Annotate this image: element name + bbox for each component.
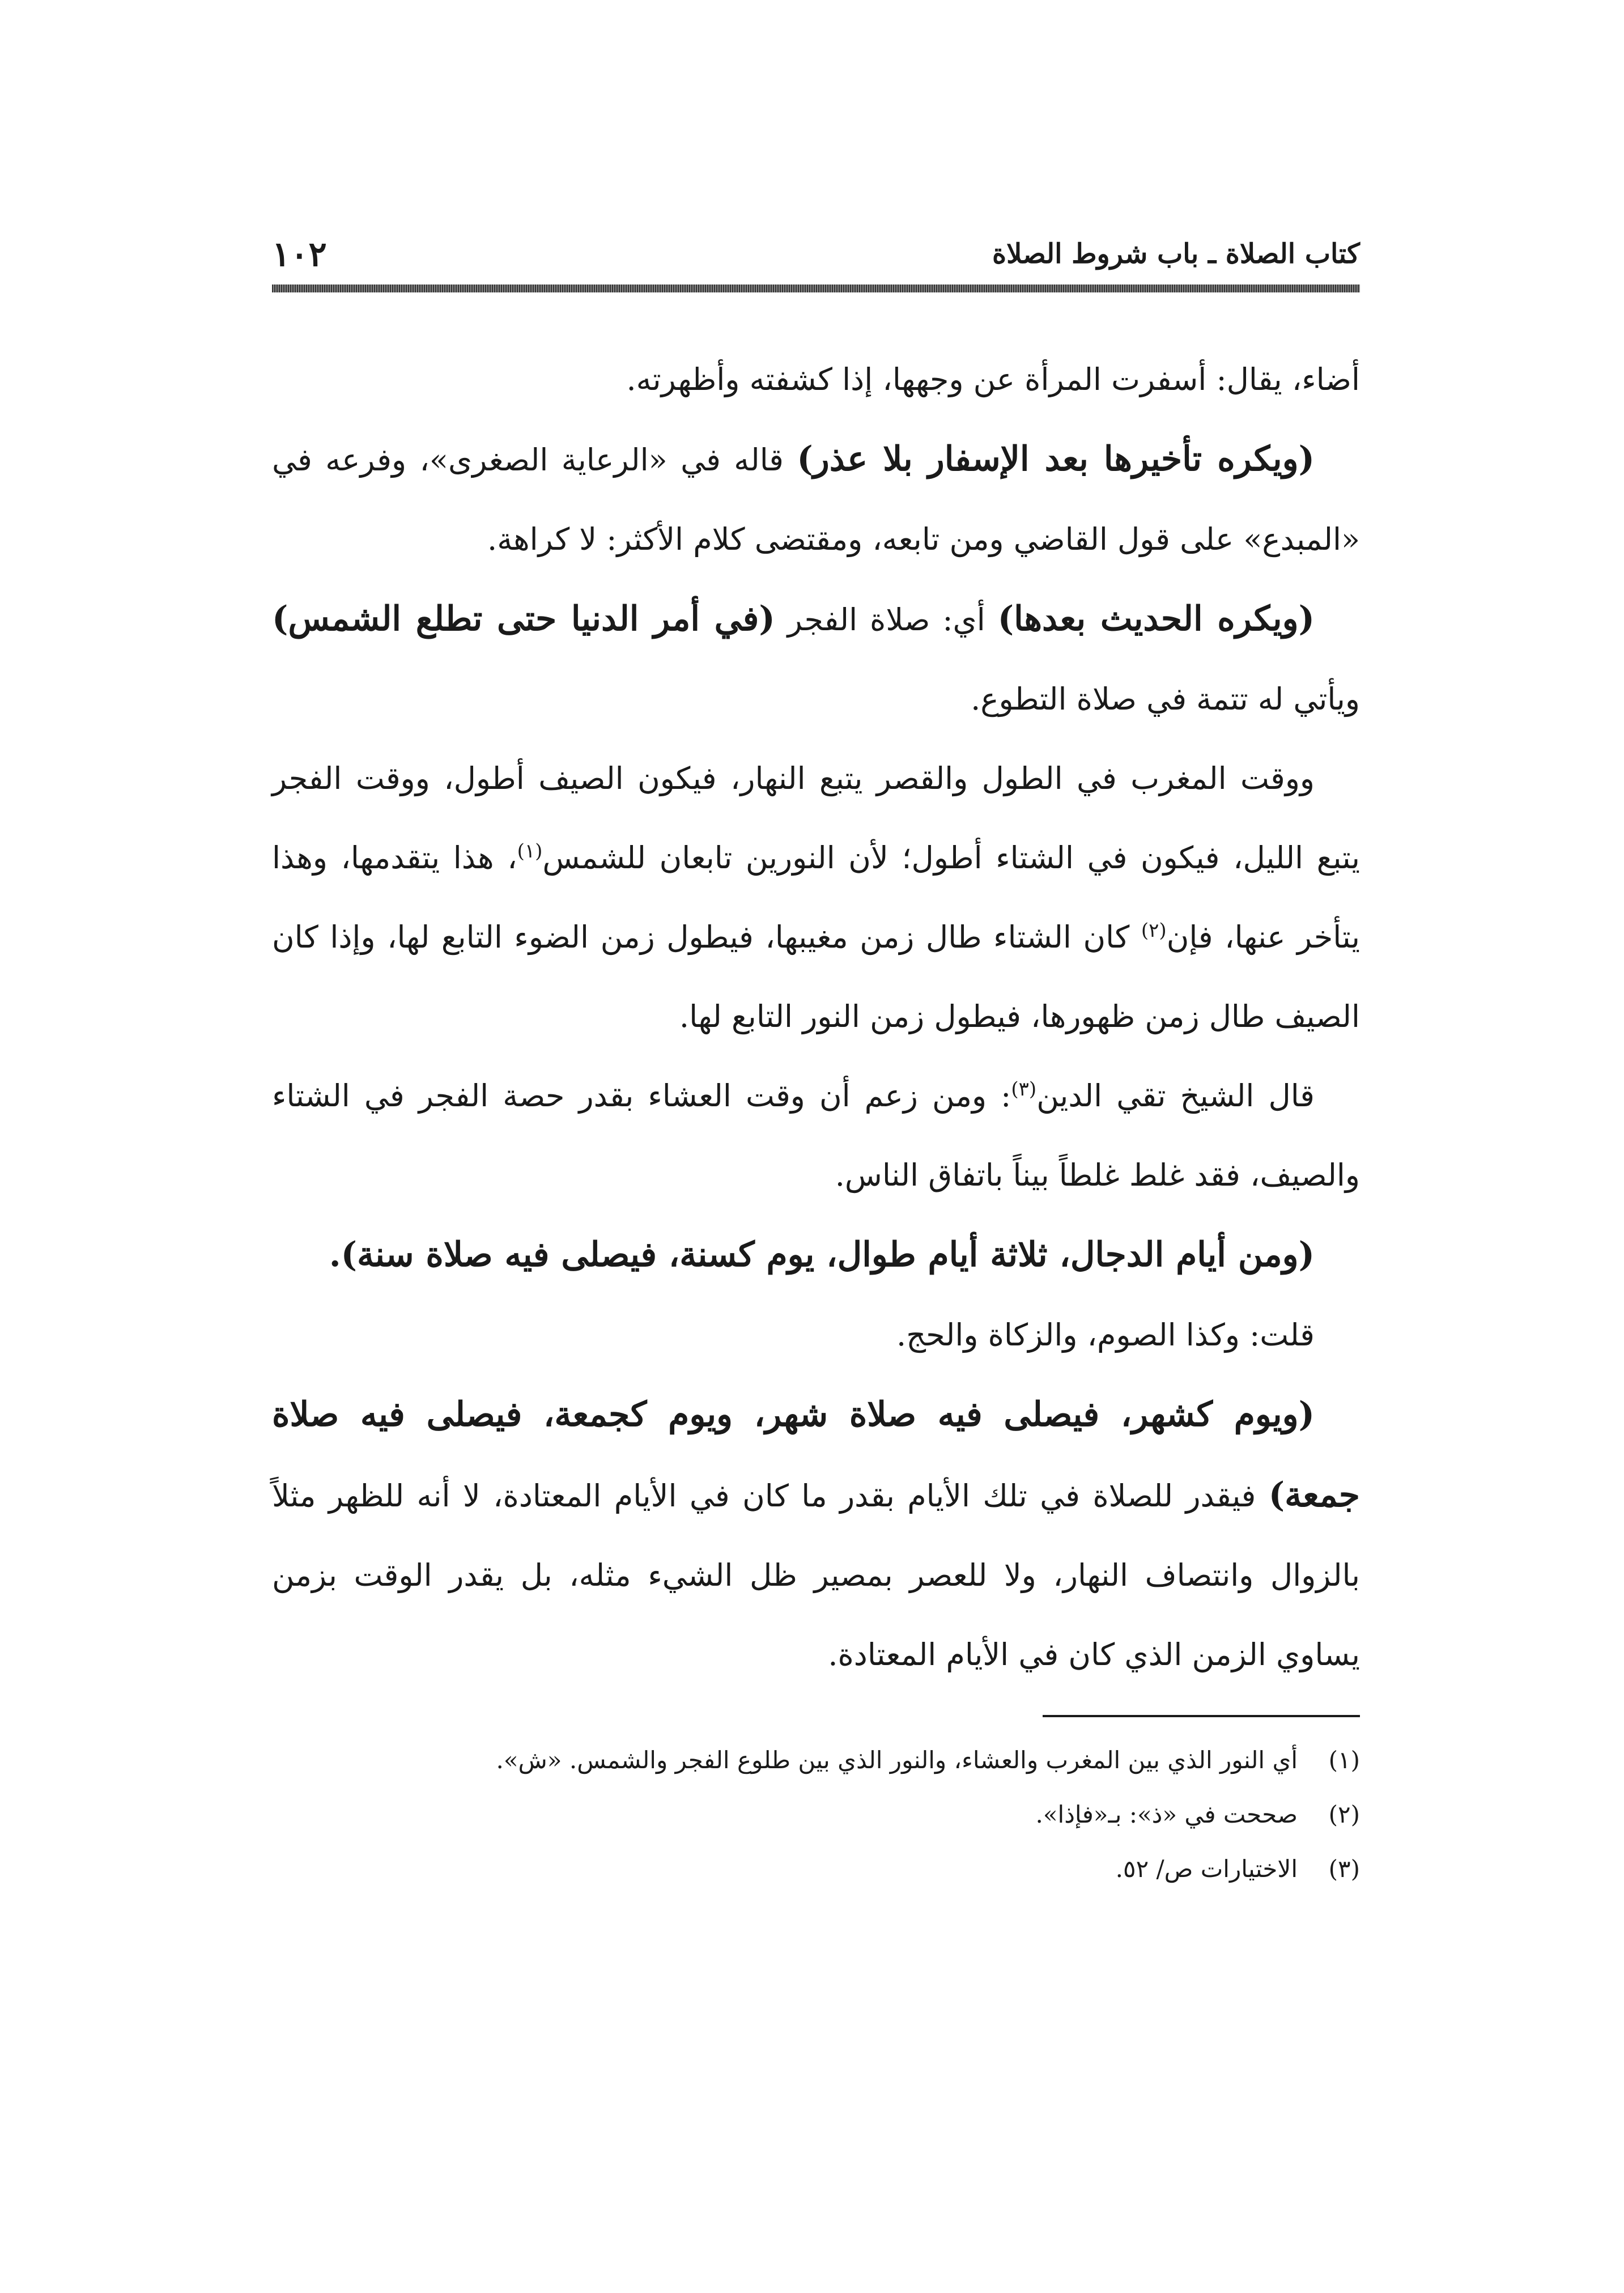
page-header: [272, 227, 1360, 289]
paragraph: [272, 1215, 1360, 1296]
commentary-text: أضاء، يقال: أسفرت المرأة عن وجهها، إذا كشفته وأظهرته.: [626, 362, 1360, 397]
main-text: [272, 340, 1360, 1695]
paragraph: [272, 419, 1360, 579]
commentary-text: ووقت المغرب في الطول والقصر يتبع النهار، فيكون الصيف أطول، ووقت الفجر يتبع الليل، فيكون في الشتاء أطول؛ لأن النورين تابعان للشمس: [272, 761, 1360, 876]
footnote-reference: (٢): [1141, 919, 1167, 942]
commentary-text: فيقدر للصلاة في تلك الأيام بقدر ما كان في الأيام المعتادة، لا أنه للظهر مثلاً بالزوال وانتصاف النهار، ولا للعصر بمصير ظل الشيء مثله، بل يقدر الوقت بزمن يساوي الزمن الذي كان في الأيام المعتادة.: [272, 1478, 1360, 1672]
commentary-text: قلت: وكذا الصوم، والزكاة والحج.: [896, 1317, 1315, 1353]
footnote: [272, 1842, 1360, 1896]
commentary-text: قال الشيخ تقي الدين: [1036, 1078, 1315, 1114]
running-title: كتاب الصلاة ـ باب شروط الصلاة: [992, 238, 1360, 270]
footnotes: [272, 1733, 1360, 1896]
commentary-text: كان الشتاء طال زمن مغيبها، فيطول زمن الضوء التابع لها، وإذا كان الصيف طال زمن ظهورها، فيطول زمن النور التابع لها.: [272, 919, 1360, 1034]
footnote: [272, 1733, 1360, 1787]
commentary-text: قاله في «الرعاية الصغرى»، وفرعه في «المبدع» على قول القاضي ومن تابعه، ومقتضى كلام الأكثر: لا كراهة.: [272, 442, 1360, 557]
commentary-text: ويأتي له تتمة في صلاة التطوع.: [971, 681, 1360, 717]
matn-text: (ومن أيام الدجال، ثلاثة أيام طوال، يوم كسنة، فيصلى فيه صلاة سنة).: [329, 1235, 1315, 1275]
footnote-number: (٢): [1328, 1801, 1360, 1828]
footnote-text: أي النور الذي بين المغرب والعشاء، والنور الذي بين طلوع الفجر والشمس. «ش».: [496, 1746, 1298, 1774]
footnote-number: (١): [1328, 1746, 1360, 1774]
footnote-reference: (٣): [1011, 1078, 1037, 1101]
commentary-text: أي: صلاة الفجر: [775, 602, 998, 638]
paragraph: [272, 1296, 1360, 1375]
paragraph: [272, 1056, 1360, 1215]
matn-text: (ويوم كشهر، فيصلى فيه صلاة شهر، ويوم كجمعة، فيصلى فيه صلاة جمعة): [272, 1395, 1360, 1515]
commentary-text: : ومن زعم أن وقت العشاء بقدر حصة الفجر في الشتاء والصيف، فقد غلط غلطاً بيناً باتفاق الناس.: [272, 1078, 1360, 1193]
book-page: [272, 227, 1360, 2154]
header-rule: [272, 284, 1360, 292]
footnote-text: صححت في «ذ»: بـ«فإذا».: [1035, 1801, 1298, 1828]
footnote-number: (٣): [1328, 1855, 1360, 1883]
footnote: [272, 1787, 1360, 1842]
footnote-text: الاختيارات ص/ ٥٢.: [1115, 1855, 1298, 1883]
paragraph: [272, 579, 1360, 739]
paragraph: [272, 739, 1360, 1056]
footnote-reference: (١): [517, 840, 543, 863]
commentary-text: ، هذا يتقدمها، وهذا يتأخر عنها، فإن: [272, 840, 1360, 955]
paragraph: [272, 1375, 1360, 1695]
matn-text: (ويكره الحديث بعدها): [997, 599, 1315, 639]
matn-text: (في أمر الدنيا حتى تطلع الشمس): [272, 599, 775, 639]
paragraph: [272, 340, 1360, 419]
footnote-separator: [1043, 1715, 1360, 1717]
page-number: ١٠٢: [272, 235, 327, 274]
matn-text: (ويكره تأخيرها بعد الإسفار بلا عذر): [797, 439, 1315, 479]
